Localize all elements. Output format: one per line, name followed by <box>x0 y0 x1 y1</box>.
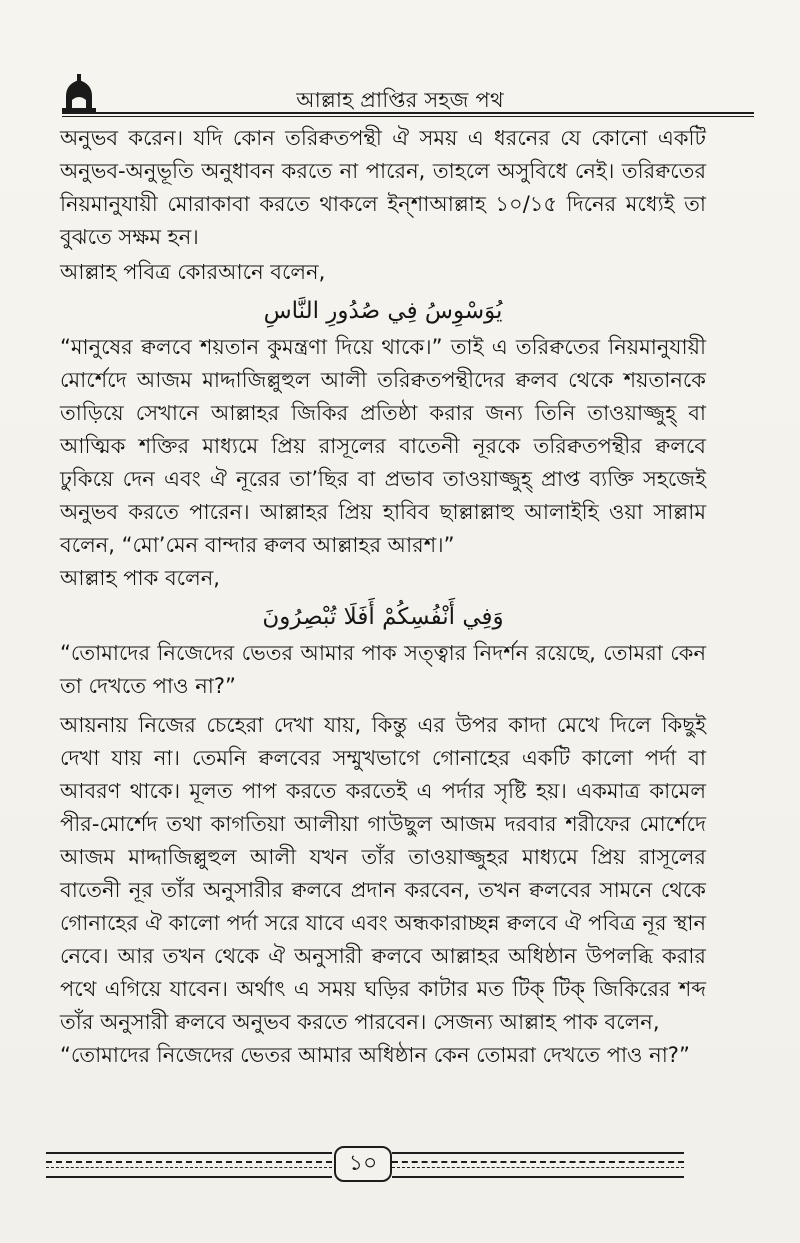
paragraph-5: “তোমাদের নিজেদের ভেতর আমার পাক সত্ত্বার নিদর্শন রয়েছে, তোমরা কেন তা দেখতে পাও না?” <box>60 641 706 698</box>
running-header-title: আল্লাহ প্রাপ্তির সহজ পথ <box>296 88 504 112</box>
footer-rule-top-right <box>392 1152 684 1154</box>
paragraph-1: অনুভব করেন। যদি কোন তরিক্বতপন্থী ঐ সময় এ ধরনের যে কোনো একটি অনুভব-অনুভূতি অনুধাবন করতে না পারেন, তাহলে অসুবিধে নেই। তরিক্বতের নিয়মানুযায়ী মোরাকাবা করতে থাকলে ইন্‌শাআল্লাহ ১০/১৫ দিনের মধ্যেই তা বুঝতে সক্ষম হন। <box>60 126 706 249</box>
arabic-verse-2: وَفِي أَنْفُسِكُمْ أَفَلَا تُبْصِرُونَ <box>262 604 504 630</box>
footer-dashed-right-thin <box>392 1167 684 1168</box>
paragraph-4: আল্লাহ পাক বলেন, <box>60 566 220 590</box>
paragraph-7: “তোমাদের নিজেদের ভেতর আমার অধিষ্ঠান কেন তোমরা দেখতে পাও না?” <box>60 1043 690 1067</box>
paragraph-6: আয়নায় নিজের চেহেরা দেখা যায়, কিন্তু এর উপর কাদা মেখে দিলে কিছুই দেখা যায় না। তেমনি ক্বলবের সম্মুখভাগে গোনাহের একটি কালো পর্দা বা আবরণ থাকে। মূলত পাপ করতে করতেই এ পর্দার সৃষ্টি হয়। একমাত্র কামেল পীর-মোর্শেদ তথা কাগতিয়া আলীয়া গাউছুল আজম দরবার শরীফের মোর্শেদে আজম মাদ্দাজিল্লুহুল আলী যখন তাঁর তাওয়াজ্জুহর মাধ্যমে প্রিয় রাসূলের বাতেনী নূর তাঁর অনুসারীর ক্বলবে প্রদান করবেন, তখন ক্বলবের সামনে থেকে গোনাহের ঐ কালো পর্দা সরে যাবে এবং অন্ধকারাচ্ছন্ন ক্বলবে ঐ পবিত্র নূর স্থান নেবে। আর তখন থেকে ঐ অনুসারী ক্বলবে আল্লাহর অধিষ্ঠান উপলব্ধি করার পথে এগিয়ে যাবেন। অর্থাৎ এ সময় ঘড়ির কাটার মত টিক্ টিক্ জিকিরের শব্দ তাঁর অনুসারী ক্বলবে অনুভব করতে পারবেন। সেজন্য আল্লাহ পাক বলেন, <box>60 713 706 1034</box>
header-rule <box>62 112 754 114</box>
page-number: ১০ <box>334 1146 392 1182</box>
footer-rule-bottom-right <box>392 1176 684 1178</box>
footer-dashed-left <box>46 1161 332 1163</box>
footer-rule-bottom-left <box>46 1176 332 1178</box>
footer-dashed-right <box>392 1161 684 1163</box>
page-body <box>60 122 706 1072</box>
arabic-verse-1: يُوَسْوِسُ فِي صُدُورِ النَّاسِ <box>263 298 503 324</box>
header-rule-thin <box>62 116 754 117</box>
paragraph-3: “মানুষের ক্বলবে শয়তান কুমন্ত্রণা দিয়ে থাকে।” তাই এ তরিক্বতের নিয়মানুযায়ী মোর্শেদে আজম মাদ্দাজিল্লুহুল আলী তরিক্বতপন্থীদের ক্বলব থেকে শয়তানকে তাড়িয়ে সেখানে আল্লাহর জিকির প্রতিষ্ঠা করার জন্য তিনি তাওয়াজ্জুহ্ বা আত্মিক শক্তির মাধ্যমে প্রিয় রাসূলের বাতেনী নূরকে তরিক্বতপন্থীর ক্বলবে ঢুকিয়ে দেন এবং ঐ নূরের তা’ছির বা প্রভাব তাওয়াজ্জুহ্ প্রাপ্ত ব্যক্তি সহজেই অনুভব করতে পারেন। আল্লাহর প্রিয় হাবিব ছাল্লাল্লাহু আলাইহি ওয়া সাল্লাম বলেন, “মো’মেন বান্দার ক্বলব আল্লাহর আরশ।” <box>60 335 706 557</box>
footer-rule-top-left <box>46 1152 332 1154</box>
footer-dashed-left-thin <box>46 1167 332 1168</box>
paragraph-2: আল্লাহ পবিত্র কোরআনে বলেন, <box>60 260 326 284</box>
